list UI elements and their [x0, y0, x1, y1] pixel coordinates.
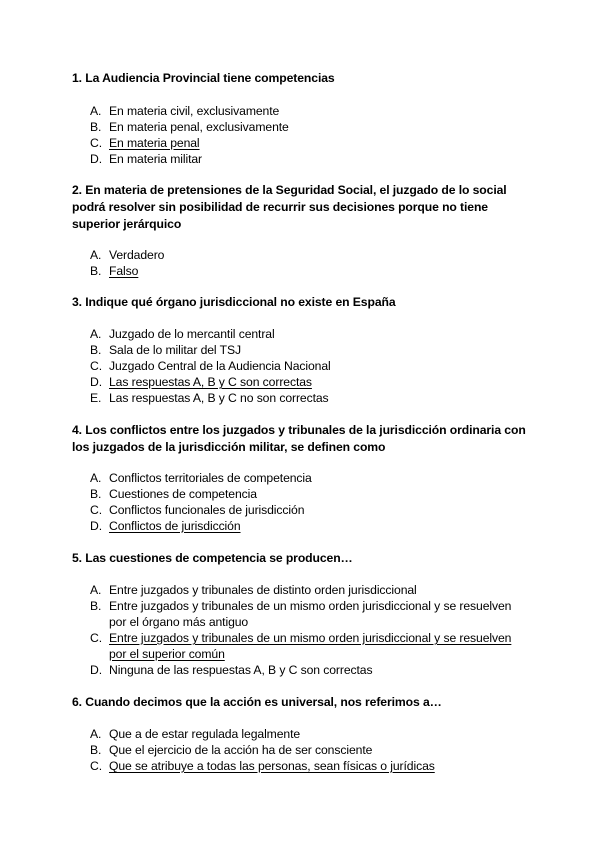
option-5b: B. Entre juzgados y tribunales de un mismo orden jurisdiccional y se resuelven por el órgano más antiguo [90, 599, 512, 629]
question-2-text: 2. En materia de pretensiones de la Seguridad Social, el juzgado de lo social podrá resolver sin posibilidad de recurrir sus decisiones porque no tiene superior jerárquico [72, 183, 507, 231]
question-5-text: 5. Las cuestiones de competencia se producen… [72, 551, 353, 565]
option-3c: C. Juzgado Central de la Audiencia Nacional [90, 359, 331, 373]
option-1c-correct: C. En materia penal [90, 136, 200, 150]
option-5a: A. Entre juzgados y tribunales de distinto orden jurisdiccional [90, 583, 417, 597]
option-5c-correct: C. Entre juzgados y tribunales de un mismo orden jurisdiccional y se resuelven por el superior común [90, 631, 512, 661]
option-3d-correct: D. Las respuestas A, B y C son correctas [90, 375, 312, 389]
option-4a: A. Conflictos territoriales de competencia [90, 471, 312, 485]
option-6a: A. Que a de estar regulada legalmente [90, 727, 301, 741]
option-1b: B. En materia penal, exclusivamente [90, 120, 289, 134]
question-4-text: 4. Los conflictos entre los juzgados y tribunales de la jurisdicción ordinaria con los juzgados de la jurisdicción militar, se definen como [72, 423, 526, 454]
question-3-options [90, 326, 530, 406]
question-1-text: 1. La Audiencia Provincial tiene competencias [72, 71, 335, 85]
question-3-text: 3. Indique qué órgano jurisdiccional no existe en España [72, 295, 396, 309]
question-5-options [90, 582, 530, 678]
option-3b: B. Sala de lo militar del TSJ [90, 343, 241, 357]
option-5d: D. Ninguna de las respuestas A, B y C son correctas [90, 663, 373, 677]
option-2b-correct: B. Falso [90, 264, 139, 278]
option-1d: D. En materia militar [90, 152, 203, 166]
question-2-options [90, 247, 530, 279]
question-6-text: 6. Cuando decimos que la acción es universal, nos referimos a… [72, 695, 442, 709]
option-3a: A. Juzgado de lo mercantil central [90, 327, 275, 341]
option-2a: A. Verdadero [90, 248, 165, 262]
question-6-options [90, 726, 530, 774]
option-4d-correct: D. Conflictos de jurisdicción [90, 519, 241, 533]
question-4-options [90, 470, 530, 534]
option-3e: E. Las respuestas A, B y C no son correctas [90, 391, 329, 405]
option-1a: A. En materia civil, exclusivamente [90, 104, 280, 118]
option-4c: C. Conflictos funcionales de jurisdicción [90, 503, 305, 517]
option-6b: B. Que el ejercicio de la acción ha de ser consciente [90, 743, 373, 757]
question-1-options [90, 103, 530, 167]
option-6c-correct: C. Que se atribuye a todas las personas, sean físicas o jurídicas [90, 759, 435, 773]
option-4b: B. Cuestiones de competencia [90, 487, 257, 501]
